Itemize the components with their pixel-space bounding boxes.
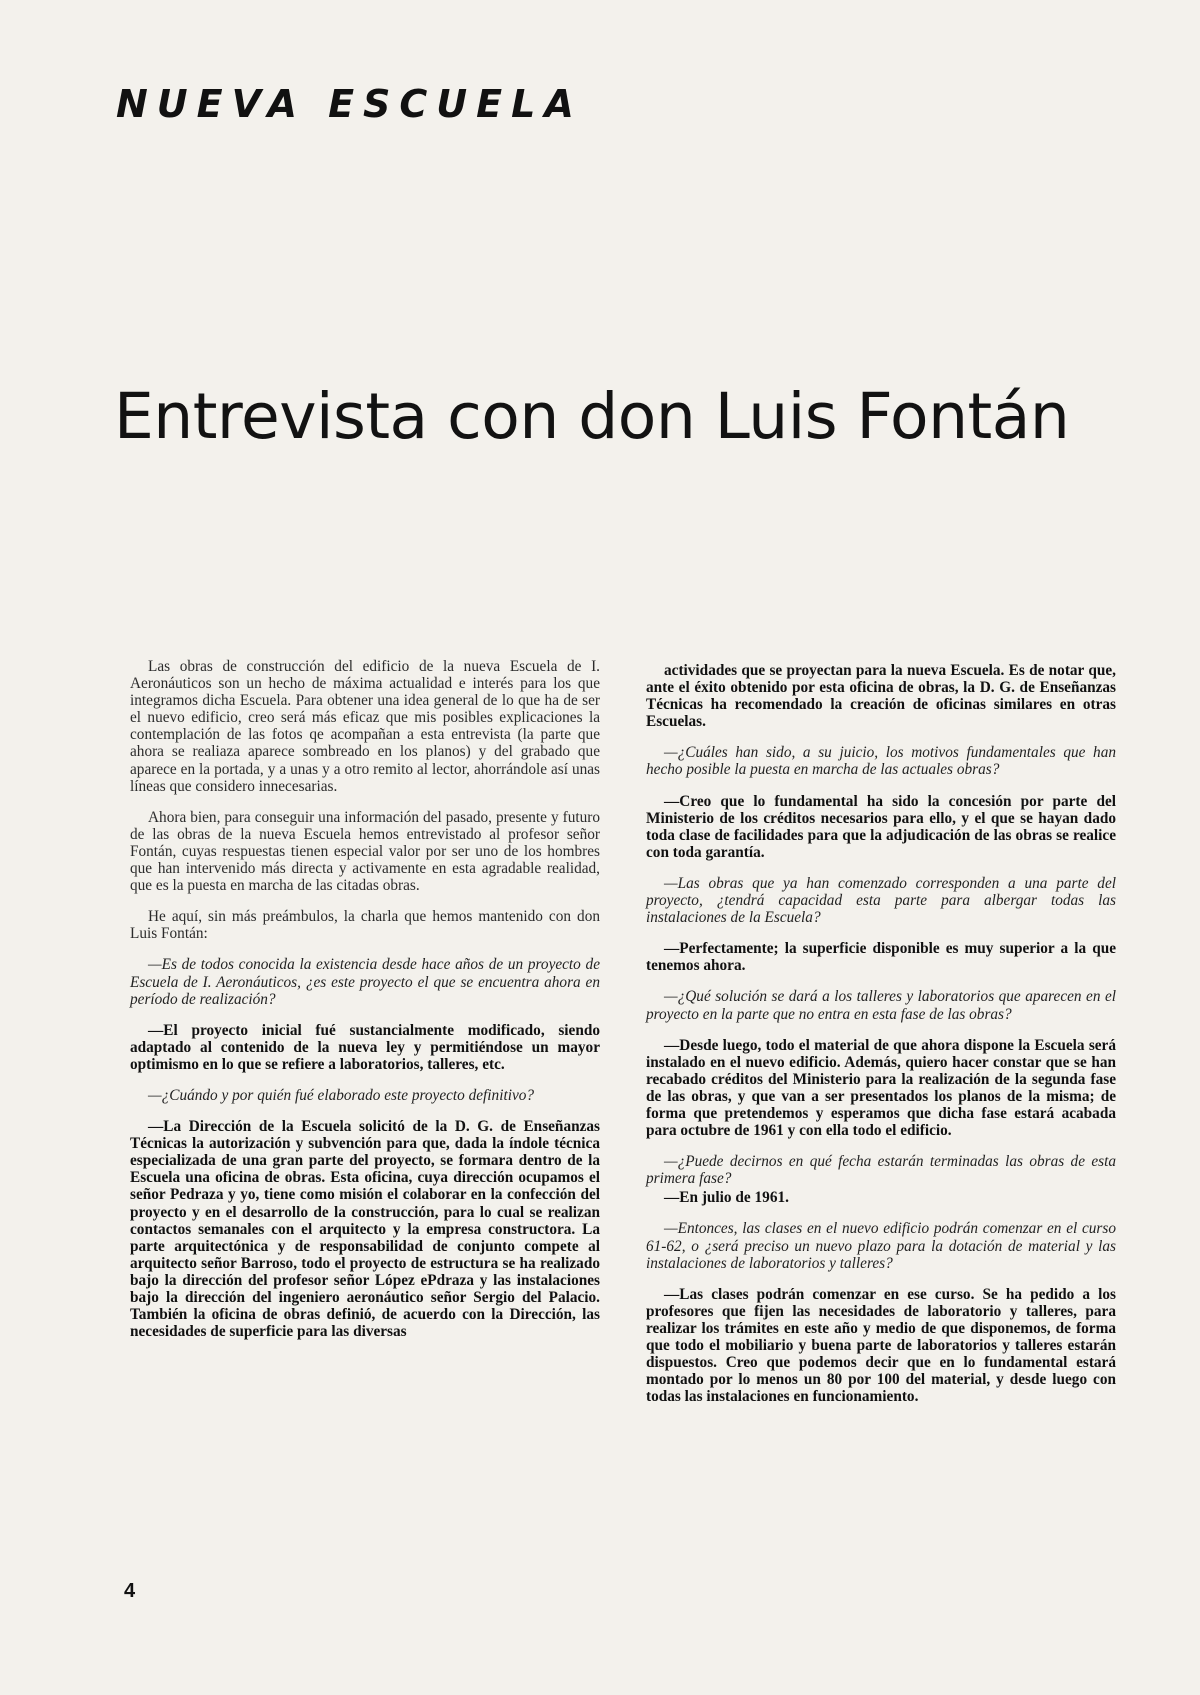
article-headline: Entrevista con don Luis Fontán [114,380,1070,453]
interview-answer: —Creo que lo fundamental ha sido la concesión por parte del Ministerio de los créditos necesarios para ello, y el que se hayan dado toda clase de facilidades para que la adjudicación de las obras se realice con toda garantía. [646,792,1116,861]
interview-answer: —Perfectamente; la superficie disponible es muy superior a la que tenemos ahora. [646,940,1116,975]
interview-answer: —En julio de 1961. [664,1189,789,1207]
interview-question: —Las obras que ya han comenzado corresponden a una parte del proyecto, ¿tendrá capacidad esta parte para albergar todas las instalaciones de la Escuela? [646,874,1116,927]
interview-question: —¿Cuándo y por quién fué elaborado este proyecto definitivo? [148,1086,535,1104]
interview-question: —¿Qué solución se dará a los talleres y laboratorios que aparecen en el proyecto en la parte que no entra en esta fase de las obras? [646,988,1116,1023]
interview-question: —Entonces, las clases en el nuevo edificio podrán comenzar en el curso 61-62, o ¿será preciso un nuevo plazo para la dotación de material y las instalaciones de laboratorios y talleres? [646,1220,1116,1272]
interview-answer: actividades que se proyectan para la nueva Escuela. Es de notar que, ante el éxito obtenido por esta oficina de obras, la D. G. de Enseñanzas Técnicas ha recomendado la creación de oficinas similares en otras Escuelas. [646,662,1116,731]
page-number: 4 [124,1580,136,1602]
interview-answer: —El proyecto inicial fué sustancialmente modificado, siendo adaptado al contenido de la nueva ley y permitiéndose un mayor optimismo en lo que se refiere a laboratorios, talleres, etc. [130,1021,600,1073]
interview-answer: —La Dirección de la Escuela solicitó de la D. G. de Enseñanzas Técnicas la autorización y subvención para que, dada la índole técnica especializada de una gran parte del proyecto, se formara dentro de la Escuela una oficina de obras. Esta oficina, cuya dirección ocupamos el señor Pedraza y yo, tiene como misión el colaborar en la confección del proyecto y en el desarrollo de la construcción, para lo cual se realizan contactos semanales con el arquitecto y la empresa constructora. La parte arquitectónica y de responsabilidad de conjunto compete al arquitecto señor Barroso, todo el proyecto de estructura se ha realizado bajo la dirección del profesor señor López ePdraza y las instalaciones bajo la dirección del ingeniero aeronáutico señor Sergio del Palacio. También la oficina de obras definió, de acuerdo con la Dirección, las necesidades de superficie para las diversas [130,1118,600,1341]
article-column-left [130,658,600,1354]
interview-answer: —Las clases podrán comenzar en ese curso. Se ha pedido a los profesores que fijen las necesidades de laboratorio y talleres, para realizar los trámites en este año y medio de que disponemos, de forma que todo el mobiliario y buena parte de laboratorios y talleres estarán dispuestos. Creo que podemos decir que en lo fundamental estará montado por lo menos un 80 por 100 del material, y desde luego con todas las instalaciones en funcionamiento. [646,1285,1116,1406]
body-paragraph: He aquí, sin más preámbulos, la charla que hemos mantenido con don Luis Fontán: [130,908,600,943]
interview-question: —¿Cuáles han sido, a su juicio, los motivos fundamentales que han hecho posible la puesta en marcha de las actuales obras? [646,744,1116,779]
article-column-right [646,662,1116,1419]
section-title: NUEVA ESCUELA [116,82,583,126]
interview-question: —Es de todos conocida la existencia desde hace años de un proyecto de Escuela de I. Aeronáuticos, ¿es este proyecto el que se encuentra ahora en período de realización? [130,956,600,1008]
interview-question: —¿Puede decirnos en qué fecha estarán terminadas las obras de esta primera fase? [646,1153,1116,1188]
body-paragraph: Las obras de construcción del edificio de la nueva Escuela de I. Aeronáuticos son un hecho de máxima actualidad e interés para los que integramos dicha Escuela. Para obtener una idea general de lo que ha de ser el nuevo edificio, creo será más eficaz que mis posibles explicaciones la contemplación de las fotos qe acompañan a esta entrevista (la parte que ahora se realiaza aparece sombreado en los planos) y del grabado que aparece en la portada, y a unas y a otro remito al lector, ahorrándole así unas líneas que considero innecesarias. [130,658,600,795]
body-paragraph: Ahora bien, para conseguir una información del pasado, presente y futuro de las obras de la nueva Escuela hemos entrevistado al profesor señor Fontán, cuyas respuestas tienen especial valor por ser uno de los hombres que han intervenido más directa y activamente en esta agradable realidad, que es la puesta en marcha de las citadas obras. [130,808,600,895]
interview-answer: —Desde luego, todo el material de que ahora dispone la Escuela será instalado en el nuevo edificio. Además, quiero hacer constar que se han recabado créditos del Ministerio para la realización de la segunda fase de las obras, y que van a ser presentados los planos de la misma; de forma que pretendemos y esperamos que dicha fase estará acabada para octubre de 1961 y con ella todo el edificio. [646,1036,1116,1140]
